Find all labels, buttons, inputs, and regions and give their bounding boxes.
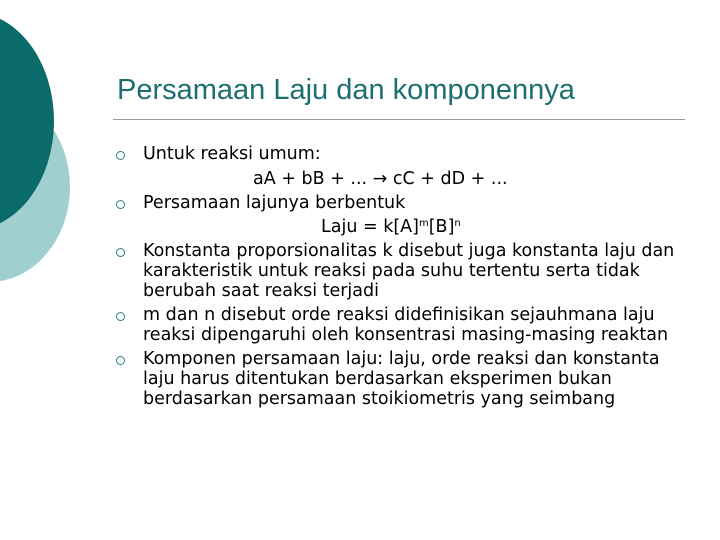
bullet-item xyxy=(143,349,683,409)
bullet-text: Persamaan lajunya berbentuk xyxy=(143,193,406,213)
rate-law-equation xyxy=(321,217,683,237)
bullet-item xyxy=(143,241,683,301)
rate-law-prefix: Laju = k[A] xyxy=(321,217,419,237)
rate-law-middle: [B] xyxy=(428,217,455,237)
bullet-text: Konstanta proporsionalitas k disebut juga konstanta laju dan karakteristik untuk reaksi pada suhu tertentu serta tidak berubah saat reaksi terjadi xyxy=(143,241,675,301)
reaction-equation xyxy=(253,169,683,189)
hollow-circle-bullet-icon xyxy=(116,356,125,365)
bullet-item xyxy=(143,193,683,213)
hollow-circle-bullet-icon xyxy=(116,200,125,209)
slide-body xyxy=(143,144,683,409)
equation-products: cC + dD + ... xyxy=(392,169,508,189)
equation-reactants: aA + bB + ... xyxy=(253,169,368,189)
hollow-circle-bullet-icon xyxy=(116,151,125,160)
hollow-circle-bullet-icon xyxy=(116,248,125,257)
bullet-item xyxy=(143,305,683,345)
bullet-text: Untuk reaksi umum: xyxy=(143,144,321,164)
right-arrow-icon: → xyxy=(372,169,388,189)
rate-law-exponent-m: m xyxy=(418,218,429,229)
bullet-text: m dan n disebut orde reaksi didefinisikan sejauhmana laju reaksi dipengaruhi oleh konsentrasi masing-masing reaktan xyxy=(143,305,669,345)
bullet-item xyxy=(143,144,683,164)
hollow-circle-bullet-icon xyxy=(116,312,125,321)
rate-law-exponent-n: n xyxy=(454,218,461,229)
bullet-text: Komponen persamaan laju: laju, orde reaksi dan konstanta laju harus ditentukan berdasarkan eksperimen bukan berdasarkan persamaan stoikiometris yang seimbang xyxy=(143,349,660,409)
title-divider xyxy=(113,119,685,120)
slide-title: Persamaan Laju dan komponennya xyxy=(117,74,575,106)
